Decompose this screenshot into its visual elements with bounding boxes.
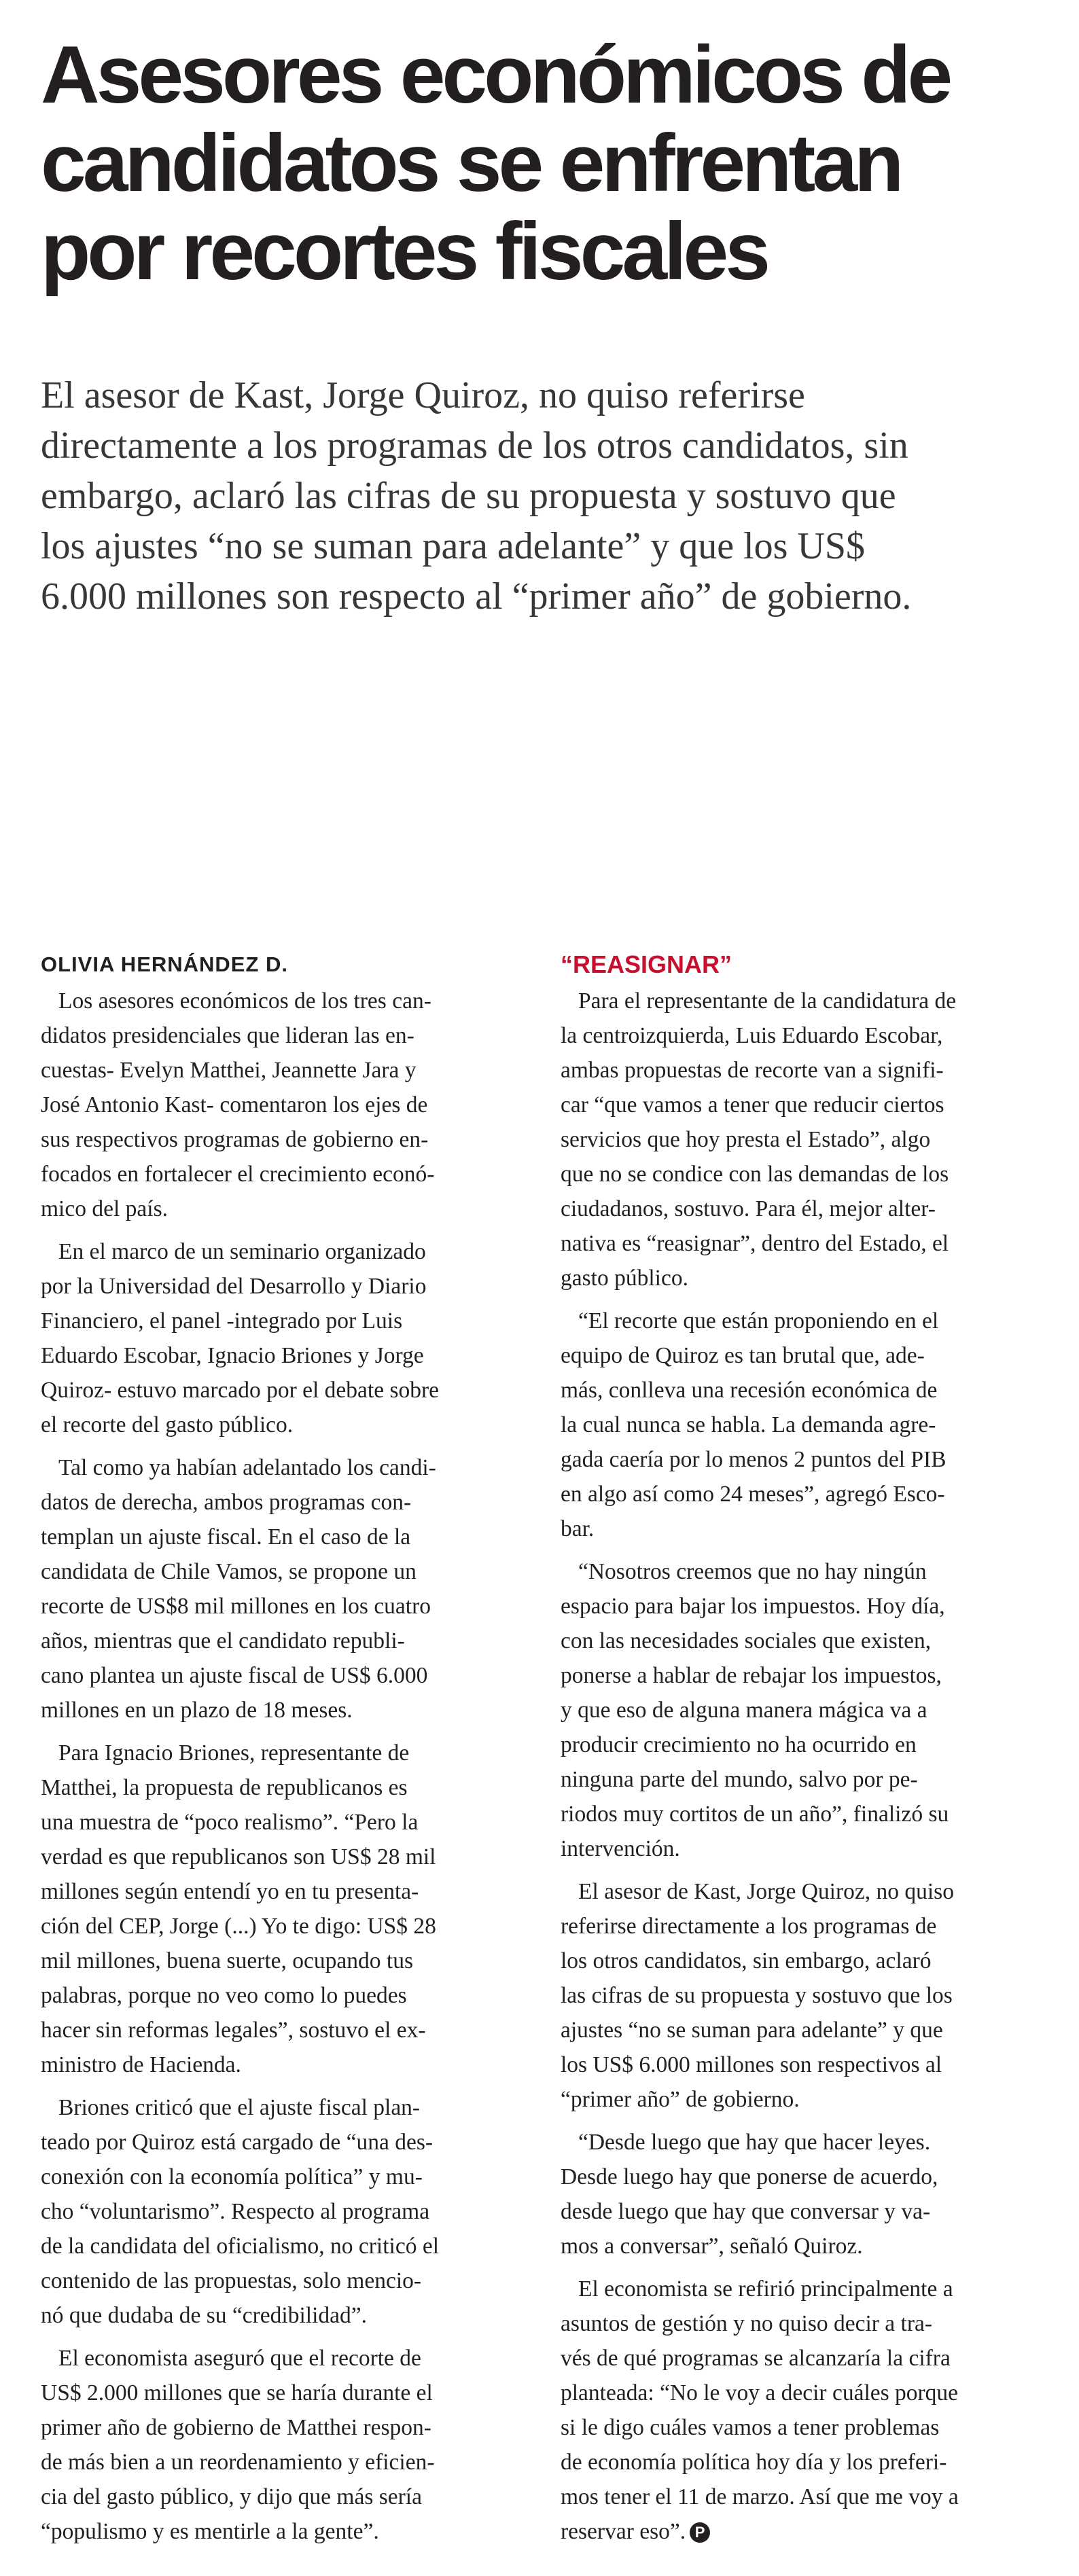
paragraph-line: mico del país. [41, 1196, 168, 1221]
paragraph-line: candidata de Chile Vamos, se propone un [41, 1559, 417, 1584]
paragraph-line: US$ 2.000 millones que se haría durante el [41, 2380, 433, 2405]
paragraph-line: referirse directamente a los programas de [561, 1914, 937, 1939]
headline-line: Asesores económicos de [41, 29, 950, 120]
paragraph-line: Briones criticó que el ajuste fiscal plan- [58, 2095, 421, 2120]
paragraph-line: focados en fortalecer el crecimiento econó- [41, 1162, 435, 1187]
paragraph-line: primer año de gobierno de Matthei respon- [41, 2415, 431, 2440]
paragraph-line: Los asesores económicos de los tres can- [58, 988, 431, 1014]
paragraph-line: ciudadanos, sostuvo. Para él, mejor alter- [561, 1196, 936, 1221]
paragraph-line: Tal como ya habían adelantado los candi- [58, 1455, 436, 1480]
paragraph-line: “Desde luego que hay que hacer leyes. [578, 2130, 931, 2155]
paragraph-line: Desde luego hay que ponerse de acuerdo, [561, 2164, 938, 2189]
paragraph-line: planteada: “No le voy a decir cuáles porque [561, 2380, 959, 2405]
paragraph-line: y que eso de alguna manera mágica va a [561, 1698, 927, 1723]
article-paragraph [41, 2090, 525, 2333]
paragraph-line: mos tener el 11 de marzo. Así que me voy a [561, 2484, 959, 2509]
paragraph-line: ambas propuestas de recorte van a signifi- [561, 1058, 944, 1083]
paragraph-line: servicios que hoy presta el Estado”, algo [561, 1127, 931, 1152]
paragraph-line: José Antonio Kast- comentaron los ejes de [41, 1092, 428, 1117]
paragraph-line: datos de derecha, ambos programas con- [41, 1490, 412, 1515]
paragraph-line: Para Ignacio Briones, representante de [58, 1740, 410, 1766]
paragraph-line: Eduardo Escobar, Ignacio Briones y Jorge [41, 1343, 424, 1368]
paragraph-line: una muestra de “poco realismo”. “Pero la [41, 1810, 419, 1835]
paragraph-line: la centroizquierda, Luis Eduardo Escobar, [561, 1023, 943, 1048]
right-column-body [561, 984, 1044, 2549]
paragraph-line: En el marco de un seminario organizado [58, 1239, 426, 1264]
paragraph-line: ción del CEP, Jorge (...) Yo te digo: US$ 28 [41, 1914, 436, 1939]
paragraph-line: gada caería por lo menos 2 puntos del PIB [561, 1447, 947, 1472]
paragraph-line: ministro de Hacienda. [41, 2052, 241, 2077]
paragraph-line: desde luego que hay que conversar y va- [561, 2199, 931, 2224]
end-of-article-icon: P [690, 2522, 710, 2543]
paragraph-line: los otros candidatos, sin embargo, aclaró [561, 1948, 932, 1973]
paragraph-line: “primer año” de gobierno. [561, 2087, 800, 2112]
article-paragraph [561, 1304, 1044, 1546]
section-subhead: “REASIGNAR” [561, 950, 732, 978]
paragraph-line: ajustes “no se suman para adelante” y que [561, 2018, 943, 2043]
paragraph-line: millones según entendí yo en tu presenta- [41, 1879, 419, 1904]
paragraph-line: “El recorte que están proponiendo en el [578, 1308, 939, 1334]
paragraph-line: conexión con la economía política” y mu- [41, 2164, 423, 2189]
paragraph-line: espacio para bajar los impuestos. Hoy día, [561, 1594, 945, 1619]
paragraph-line: ninguna parte del mundo, salvo por pe- [561, 1767, 918, 1792]
article-paragraph [41, 984, 525, 1226]
paragraph-line: Financiero, el panel -integrado por Luis [41, 1308, 403, 1334]
paragraph-line: cia del gasto público, y dijo que más sería [41, 2484, 422, 2509]
paragraph-line: el recorte del gasto público. [41, 1412, 294, 1437]
paragraph-line: El economista aseguró que el recorte de [58, 2346, 421, 2371]
lead-line: embargo, aclaró las cifras de su propuesta y sostuvo que [41, 475, 896, 517]
article-paragraph [41, 1450, 525, 1728]
paragraph-line: que no se condice con las demandas de los [561, 1162, 949, 1187]
paragraph-line: templan un ajuste fiscal. En el caso de la [41, 1524, 411, 1550]
article-paragraph [561, 1554, 1044, 1866]
paragraph-line: si le digo cuáles vamos a tener problemas [561, 2415, 940, 2440]
left-column-body [41, 984, 525, 2549]
paragraph-line: nó que dudaba de su “credibilidad”. [41, 2303, 367, 2328]
article-paragraph [561, 2272, 1044, 2549]
headline-line: candidatos se enfrentan [41, 118, 901, 209]
paragraph-line: vés de qué programas se alcanzaría la cifra [561, 2346, 951, 2371]
paragraph-line: verdad es que republicanos son US$ 28 mil [41, 1844, 436, 1870]
paragraph-line: nativa es “reasignar”, dentro del Estado, el [561, 1231, 949, 1256]
paragraph-line: “Nosotros creemos que no hay ningún [578, 1559, 927, 1584]
paragraph-line: bar. [561, 1516, 595, 1541]
paragraph-line: teado por Quiroz está cargado de “una des- [41, 2130, 434, 2155]
paragraph-line: los US$ 6.000 millones son respectivos al [561, 2052, 942, 2077]
paragraph-line: de la candidata del oficialismo, no criticó el [41, 2234, 440, 2259]
paragraph-line: asuntos de gestión y no quiso decir a tra- [561, 2311, 933, 2336]
headline [41, 31, 1046, 296]
paragraph-line: de economía política hoy día y los preferi- [561, 2450, 947, 2475]
paragraph-line: mil millones, buena suerte, ocupando tus [41, 1948, 413, 1973]
lead-paragraph [41, 370, 1053, 622]
lead-line: 6.000 millones son respecto al “primer año” de gobierno. [41, 575, 912, 618]
paragraph-line: Matthei, la propuesta de republicanos es [41, 1775, 408, 1800]
paragraph-line: palabras, porque no veo como lo puedes [41, 1983, 407, 2008]
paragraph-line: Para el representante de la candidatura de [578, 988, 957, 1014]
lead-line: los ajustes “no se suman para adelante” y que los US$ [41, 525, 866, 567]
paragraph-line: de más bien a un reordenamiento y eficien- [41, 2450, 435, 2475]
paragraph-line: El economista se refirió principalmente a [578, 2276, 953, 2302]
paragraph-line: cuestas- Evelyn Matthei, Jeannette Jara y [41, 1058, 417, 1083]
paragraph-line: El asesor de Kast, Jorge Quiroz, no quiso [578, 1879, 954, 1904]
paragraph-line: riodos muy cortitos de un año”, finalizó su [561, 1802, 949, 1827]
right-column [561, 951, 1044, 2557]
paragraph-line: intervención. [561, 1836, 680, 1861]
article-paragraph [41, 1234, 525, 1442]
paragraph-line: por la Universidad del Desarrollo y Diario [41, 1274, 427, 1299]
paragraph-line: producir crecimiento no ha ocurrido en [561, 1732, 917, 1757]
paragraph-line: ponerse a hablar de rebajar los impuestos, [561, 1663, 942, 1688]
article-paragraph [41, 2341, 525, 2549]
paragraph-line: Quiroz- estuvo marcado por el debate sobre [41, 1378, 440, 1403]
byline: OLIVIA HERNÁNDEZ D. [41, 952, 289, 976]
paragraph-line: recorte de US$8 mil millones en los cuatro [41, 1594, 431, 1619]
left-column [41, 951, 525, 2557]
paragraph-line: contenido de las propuestas, solo mencio- [41, 2268, 422, 2293]
paragraph-line: gasto público. [561, 1266, 688, 1291]
paragraph-line: en algo así como 24 meses”, agregó Esco- [561, 1482, 945, 1507]
article-paragraph [561, 1874, 1044, 2117]
article-paragraph [561, 2125, 1044, 2264]
paragraph-line: didatos presidenciales que lideran las en- [41, 1023, 414, 1048]
lead-line: El asesor de Kast, Jorge Quiroz, no quiso referirse [41, 374, 805, 416]
article-paragraph [561, 984, 1044, 1295]
paragraph-line: “populismo y es mentirle a la gente”. [41, 2519, 379, 2544]
paragraph-line: con las necesidades sociales que existen, [561, 1628, 932, 1653]
paragraph-line: millones en un plazo de 18 meses. [41, 1698, 353, 1723]
paragraph-line: la cual nunca se habla. La demanda agre- [561, 1412, 936, 1437]
paragraph-line: cano plantea un ajuste fiscal de US$ 6.000 [41, 1663, 428, 1688]
paragraph-line: las cifras de su propuesta y sostuvo que los [561, 1983, 953, 2008]
paragraph-line: equipo de Quiroz es tan brutal que, ade- [561, 1343, 925, 1368]
headline-line: por recortes fiscales [41, 206, 767, 297]
paragraph-line: años, mientras que el candidato republi- [41, 1628, 405, 1653]
lead-line: directamente a los programas de los otros candidatos, sin [41, 425, 908, 467]
paragraph-line: más, conlleva una recesión económica de [561, 1378, 938, 1403]
article-paragraph [41, 1736, 525, 2082]
paragraph-line: sus respectivos programas de gobierno en- [41, 1127, 429, 1152]
paragraph-line: reservar eso”. P [561, 2514, 1044, 2549]
paragraph-line: car “que vamos a tener que reducir ciertos [561, 1092, 944, 1117]
paragraph-line: hacer sin reformas legales”, sostuvo el ex- [41, 2018, 426, 2043]
paragraph-line: cho “voluntarismo”. Respecto al programa [41, 2199, 430, 2224]
paragraph-line: mos a conversar”, señaló Quiroz. [561, 2234, 863, 2259]
